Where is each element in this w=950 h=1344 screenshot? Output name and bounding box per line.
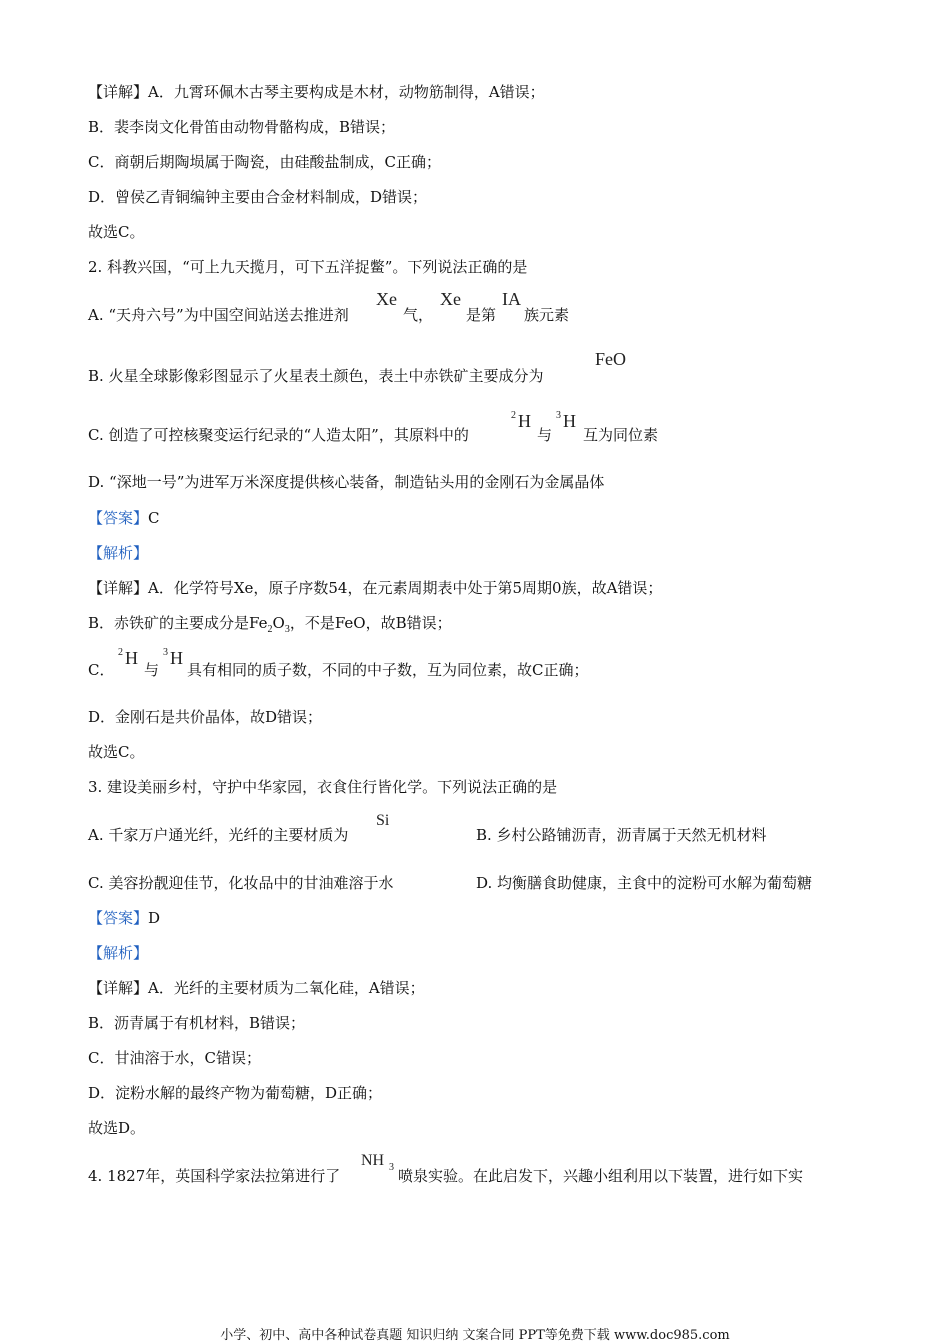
q3-option-a: A. 千家万户通光纤，光纤的主要材质为 <box>88 826 349 844</box>
symbol-h: H <box>518 411 531 431</box>
q2-explain-c-post: 具有相同的质子数，不同的中子数，互为同位素，故C正确； <box>187 661 589 679</box>
mass-number-2: 2 <box>118 647 123 658</box>
formula-nh: NH <box>361 1152 385 1169</box>
formula-si: Si <box>376 812 390 829</box>
q3-option-b: B. 乡村公路铺沥青，沥青属于天然无机材料 <box>476 826 767 844</box>
q3-explain-d: D．淀粉水解的最终产物为葡萄糖，D正确； <box>88 1084 383 1102</box>
symbol-h: H <box>170 648 183 668</box>
formula-xe-2: Xe <box>440 289 461 309</box>
q2-option-c-mid: 与 <box>537 426 553 444</box>
answer-label: 【答案】 <box>88 509 149 527</box>
q1-conclusion: 故选C。 <box>88 223 145 241</box>
oxygen-symbol: O <box>272 614 285 632</box>
q2-explain-b-pre: B．赤铁矿的主要成分是Fe <box>88 614 268 632</box>
answer-value: C <box>148 509 160 527</box>
formula-ia: IA <box>502 289 521 309</box>
q3-stem: 3. 建设美丽乡村，守护中华家园，衣食住行皆化学。下列说法正确的是 <box>88 778 558 796</box>
q3-explain-c: C．甘油溶于水，C错误； <box>88 1049 261 1067</box>
q2-stem: 2. 科教兴国，“可上九天揽月，可下五洋捉鳖”。下列说法正确的是 <box>88 258 528 276</box>
q3-analysis-label: 【解析】 <box>88 944 149 962</box>
q3-answer <box>88 908 160 928</box>
subscript-3: 3 <box>284 624 290 635</box>
q2-option-c-text: C. 创造了可控核聚变运行纪录的“人造太阳”，其原料中的 <box>88 426 469 444</box>
q2-explain-a: 【详解】A．化学符号Xe，原子序数54，在元素周期表中处于第5周期0族，故A错误； <box>88 579 663 597</box>
page-footer: 小学、初中、高中各种试卷真题 知识归纳 文案合同 PPT等免费下载 www.doc985.com <box>220 1328 730 1343</box>
q3-conclusion: 故选D。 <box>88 1119 146 1137</box>
q2-conclusion: 故选C。 <box>88 743 145 761</box>
q2-explain-c-mid: 与 <box>144 661 160 679</box>
mass-number-3: 3 <box>163 647 168 658</box>
formula-xe-1: Xe <box>376 289 397 309</box>
q2-option-d: D. “深地一号”为进军万米深度提供核心装备，制造钻头用的金刚石为金属晶体 <box>88 473 605 491</box>
q1-explain-d: D．曾侯乙青铜编钟主要由合金材料制成，D错误； <box>88 188 428 206</box>
symbol-h: H <box>563 411 576 431</box>
q3-explain-a: 【详解】A．光纤的主要材质为二氧化硅，A错误； <box>88 979 425 997</box>
q3-explain-b: B．沥青属于有机材料，B错误； <box>88 1014 306 1032</box>
q3-option-d: D. 均衡膳食助健康，主食中的淀粉可水解为葡萄糖 <box>476 874 813 892</box>
q2-explain-d: D．金刚石是共价晶体，故D错误； <box>88 708 323 726</box>
symbol-h: H <box>125 648 138 668</box>
q2-analysis-label: 【解析】 <box>88 544 149 562</box>
q4-stem-post: 喷泉实验。在此启发下，兴趣小组利用以下装置，进行如下实 <box>398 1167 804 1185</box>
q2-option-b-text: B. 火星全球影像彩图显示了火星表土颜色，表土中赤铁矿主要成分为 <box>88 367 544 385</box>
q2-explain-b <box>88 613 452 640</box>
q2-option-a-mid2: 是第 <box>466 306 497 324</box>
q1-explain-c: C．商朝后期陶埙属于陶瓷，由硅酸盐制成，C正确； <box>88 153 441 171</box>
q3-option-c: C. 美容扮靓迎佳节，化妆品中的甘油难溶于水 <box>88 874 394 892</box>
q2-explain-b-post: ，不是FeO，故B错误； <box>289 614 452 632</box>
subscript-3: 3 <box>389 1162 394 1173</box>
mass-number-3: 3 <box>556 410 561 421</box>
answer-label: 【答案】 <box>88 909 149 927</box>
mass-number-2: 2 <box>511 410 516 421</box>
q2-explain-c-pre: C． <box>88 661 115 679</box>
q2-option-a-text: A. “天舟六号”为中国空间站送去推进剂 <box>88 306 349 324</box>
q2-option-a-mid1: 气， <box>403 306 434 324</box>
subscript-2: 2 <box>267 624 273 635</box>
q2-answer <box>88 508 160 528</box>
answer-value: D <box>148 909 161 927</box>
q1-explain-a: 【详解】A．九霄环佩木古琴主要构成是木材，动物筋制得，A错误； <box>88 83 545 101</box>
q4-stem-pre: 4. 1827年，英国科学家法拉第进行了 <box>88 1167 341 1185</box>
q2-option-a-post: 族元素 <box>524 306 570 324</box>
q1-explain-b: B．裴李岗文化骨笛由动物骨骼构成，B错误； <box>88 118 396 136</box>
q2-option-c-post: 互为同位素 <box>583 426 659 444</box>
formula-feo: FeO <box>595 349 626 369</box>
